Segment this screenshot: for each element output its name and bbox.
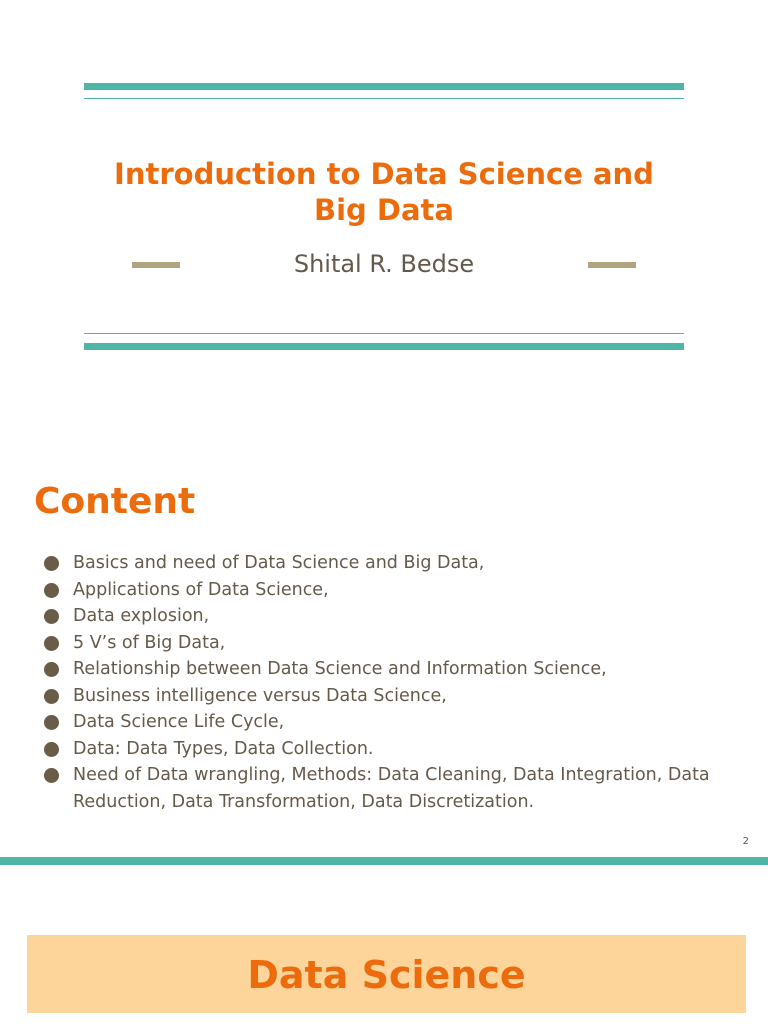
bullet-text: Data explosion, [73, 606, 210, 626]
bullet-dot-icon [44, 715, 59, 730]
bullet-dot-icon [44, 556, 59, 571]
content-list-item [42, 577, 742, 604]
top-thin-rule [84, 98, 684, 99]
content-list-item [42, 683, 742, 710]
bullet-text: Need of Data wrangling, Methods: Data Cleaning, Data Integration, Data Reduction, Data Transformation, Data Discretization. [73, 765, 710, 812]
bullet-text: Relationship between Data Science and Information Science, [73, 659, 607, 679]
content-list-item [42, 762, 742, 815]
top-thick-rule [84, 83, 684, 90]
bullet-text: Data: Data Types, Data Collection. [73, 738, 374, 759]
left-dash [132, 262, 180, 268]
bottom-thick-rule [84, 343, 684, 350]
content-list-item [42, 656, 742, 683]
bullet-text: Applications of Data Science, [73, 579, 329, 600]
content-list-item [42, 630, 742, 657]
content-list-item [42, 736, 742, 763]
bullet-dot-icon [44, 662, 59, 677]
bottom-thin-rule [84, 333, 684, 334]
section-title: Data Science [247, 953, 526, 997]
content-list-item [42, 709, 742, 736]
bullet-text: Data Science Life Cycle, [73, 712, 285, 732]
content-list-item [42, 550, 742, 577]
bullet-text: Basics and need of Data Science and Big Data, [73, 553, 485, 573]
author-name: Shital R. Bedse [293, 250, 475, 278]
bullet-dot-icon [44, 636, 59, 651]
bullet-dot-icon [44, 609, 59, 624]
bullet-text: Business intelligence versus Data Science, [73, 685, 447, 706]
content-list-item [42, 603, 742, 630]
slide-divider-rule [0, 857, 768, 865]
right-dash [588, 262, 636, 268]
content-bullet-list [42, 550, 742, 815]
bullet-text: 5 V’s of Big Data, [73, 632, 226, 653]
presentation-title: Introduction to Data Science and Big Data [114, 157, 654, 227]
bullet-dot-icon [44, 742, 59, 757]
bullet-dot-icon [44, 583, 59, 598]
bullet-dot-icon [44, 768, 59, 783]
bullet-dot-icon [44, 689, 59, 704]
content-heading: Content [34, 481, 196, 522]
page-number: 2 [742, 836, 749, 847]
section-banner [27, 935, 746, 1013]
